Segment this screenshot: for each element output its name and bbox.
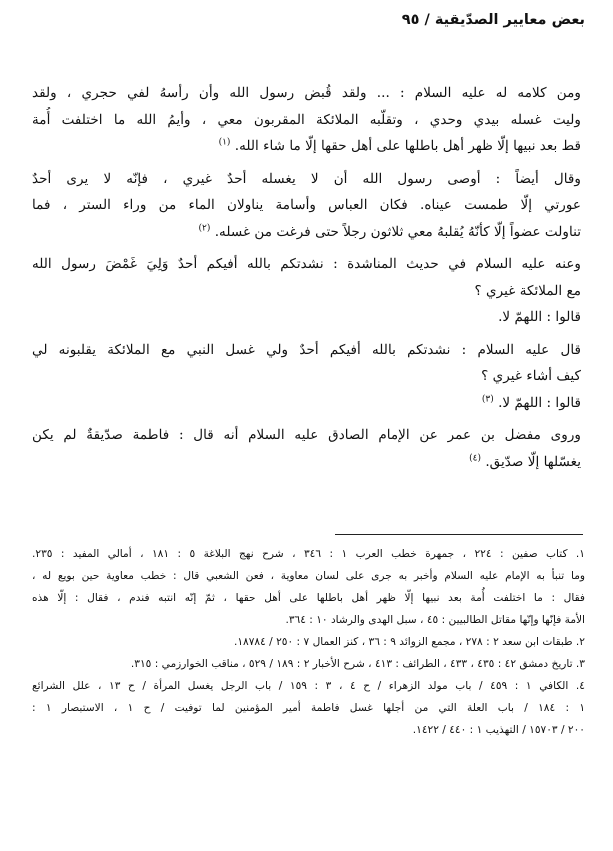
text-line <box>32 278 581 305</box>
footnote-marker: (٣) <box>481 393 494 404</box>
text-line-content: وقال أيضاً : أوصى رسول الله أن لا يغسله أحدٌ غيري ، فإنّه لا يرى أحدٌ <box>32 170 581 187</box>
footnote-line: فقال : ما اختلفت أُمة بعد نبيها إلّا ظهر أهل باطلها على أهل حقها ، ثمّ إنّه انتبه فندم ، فقال : إلّا هذه <box>32 592 585 604</box>
text-line-content: قال عليه السلام : نشدتكم بالله أفيكم أحدٌ ولي غسل النبي مع الملائكة يقلبونه لي <box>32 341 581 358</box>
text-line <box>32 422 581 449</box>
text-line <box>32 390 581 417</box>
footnote-line: ٢. طبقات ابن سعد ٢ : ٢٧٨ ، مجمع الزوائد ٩ : ٣٦ ، كنز العمال ٧ : ٢٥٠ / ١٨٧٨٤. <box>233 636 585 648</box>
text-line <box>32 251 581 278</box>
footnote-line: ١ : ١٨٤ / باب العلة التي من أجلها غسل فاطمة أمير المؤمنين لما توفيت / ح ١ ، الاستبصار ١ : <box>32 702 585 714</box>
footnote-line: ٢٠٠ / ١٥٧٠٣ / التهذيب ١ : ٤٤٠ / ١٤٢٢. <box>412 724 585 736</box>
text-line <box>32 449 581 476</box>
text-line-content: ومن كلامه له عليه السلام : ... ولقد قُبض رسول الله وأن رأسهُ لفي حجري ، ولقد <box>32 85 581 101</box>
text-line-content: عورتي إلّا طمست عيناه. فكان العباس وأسامة يناولان الماء من وراء الستر ، فما <box>32 197 581 213</box>
footnote-line: الأمة فإنّها وإنّها مقاتل الطالبيين : ٤٥ ، سبل الهدى والرشاد ١٠ : ٣٦٤. <box>285 614 585 626</box>
text-line <box>32 363 581 390</box>
text-line-content: يغسّلها إلّا صدّيق. <box>485 453 581 470</box>
footnote-line: ٣. تاريخ دمشق ٤٢ : ٤٣٥ ، ٤٣٣ ، الطرائف : ٤١٣ ، شرح الأخبار ٢ : ١٨٩ / ٥٢٩ ، مناقب الخوارزمي : ٣١٥. <box>130 658 585 670</box>
footnote-marker: (٤) <box>469 452 481 463</box>
text-line <box>32 107 581 134</box>
text-line-content: تناولت عضواً إلّا كأنّهُ يُقلبهُ معي ثلاثون رجلاً حتى فرغت من غسله. <box>214 223 581 240</box>
footnote-line: ٤. الكافي ١ : ٤٥٩ / باب مولد الزهراء / ح ٤ ، ٣ : ١٥٩ / باب الرجل يغسل المرأة / ح ١٣ ، علل الشرائع <box>32 680 585 692</box>
text-line <box>32 337 581 364</box>
footnotes <box>32 543 585 741</box>
footnote-marker: (١) <box>218 137 231 148</box>
footnote-separator <box>335 534 583 535</box>
text-line <box>32 304 581 331</box>
running-title: بعض معايير الصدّيقية / ٩٥ <box>401 12 585 28</box>
text-line-content: وليت غسله بيدي وحدي ، وتقلّبه الملائكة المقربون معي ، وأيمُ الله ما اختلفت أُمة <box>32 111 581 128</box>
text-line-content: مع الملائكة غيري ؟ <box>474 282 581 299</box>
text-line <box>32 133 581 160</box>
text-line-content: قالوا : اللهمّ لا. <box>498 394 581 411</box>
text-line <box>32 192 581 219</box>
text-line-content: كيف أشاء غيري ؟ <box>481 368 581 384</box>
main-text <box>32 80 581 475</box>
footnote-line: وما تنبأ به الإمام عليه السلام وأخبر به جرى على لسان معاوية ، فعن الشعبي قال : خطب معاوية حين بويع له ، <box>32 570 585 582</box>
text-line-content: وعنه عليه السلام في حديث المناشدة : نشدتكم بالله أفيكم أحدٌ وَلِيَ غَمْضَ رسول الله <box>32 256 581 272</box>
text-line-content: قط بعد نبيها إلّا ظهر أهل باطلها على أهل حقها إلّا ما شاء الله. <box>234 138 581 154</box>
text-line <box>32 80 581 107</box>
footnote-marker: (٢) <box>198 222 211 233</box>
text-line-content: وروى مفضل بن عمر عن الإمام الصادق عليه السلام أنه قال : فاطمة صدّيقةٌ لم يكن <box>32 427 581 443</box>
text-line-content: قالوا : اللهمّ لا. <box>498 309 581 325</box>
page-header <box>30 12 585 36</box>
text-line <box>32 219 581 246</box>
footnote-line: ١. كتاب صفين : ٢٢٤ ، جمهرة خطب العرب ١ : ٣٤٦ ، شرح نهج البلاغة ٥ : ١٨١ ، أمالي المفيد : ٢٣٥. <box>32 548 585 560</box>
text-line <box>32 166 581 193</box>
